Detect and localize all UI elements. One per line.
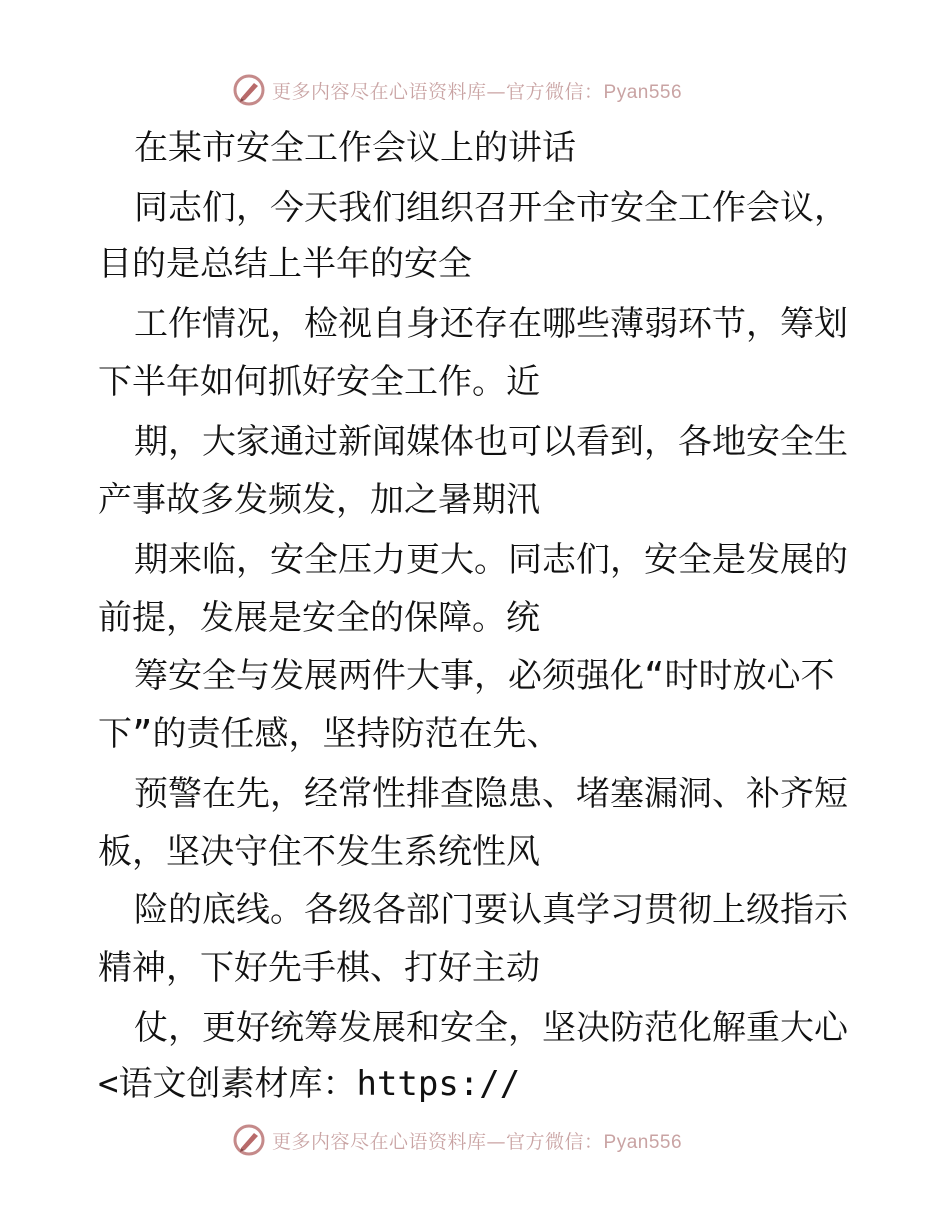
banner-wechat-id: Pyan556 [603,81,683,103]
pen-circle-logo-icon [232,1123,266,1157]
paragraph-line: 前提，发展是安全的保障。统 [98,598,540,638]
paragraph-line: 产事故多发频发，加之暑期汛 [98,480,540,520]
paragraph-line: 期来临，安全压力更大。同志们，安全是发展的 [134,540,848,580]
pen-circle-logo-icon [232,73,266,107]
paragraph-line: 板，坚决守住不发生系统性风 [98,832,540,872]
paragraph-line: 预警在先，经常性排查隐患、堵塞漏洞、补齐短 [134,774,848,814]
paragraph-line: 期，大家通过新闻媒体也可以看到，各地安全生 [134,422,848,462]
paragraph-line: 下半年如何抓好安全工作。近 [98,362,540,402]
paragraph-line: 筹安全与发展两件大事，必须强化“时时放心不 [134,656,835,696]
paragraph-line: 同志们，今天我们组织召开全市安全工作会议， [134,188,848,228]
document-title: 在某市安全工作会议上的讲话 [134,128,576,168]
footer-banner [232,1122,682,1158]
paragraph-line: <语文创素材库：https:// [98,1064,521,1104]
banner-wechat-id: Pyan556 [603,1131,683,1153]
paragraph-line: 险的底线。各级各部门要认真学习贯彻上级指示 [134,890,848,930]
banner-slogan: 更多内容尽在心语资料库—官方微信： [272,1130,604,1153]
banner-text [272,77,682,104]
paragraph-line: 仗，更好统筹发展和安全，坚决防范化解重大心 [134,1008,848,1048]
banner-slogan: 更多内容尽在心语资料库—官方微信： [272,80,604,103]
paragraph-line: 工作情况，检视自身还存在哪些薄弱环节，筹划 [134,304,848,344]
paragraph-line: 目的是总结上半年的安全 [98,244,472,284]
paragraph-line: 下”的责任感，坚持防范在先、 [98,714,561,754]
banner-text [272,1127,682,1154]
paragraph-line: 精神，下好先手棋、打好主动 [98,948,540,988]
header-banner [232,72,682,108]
